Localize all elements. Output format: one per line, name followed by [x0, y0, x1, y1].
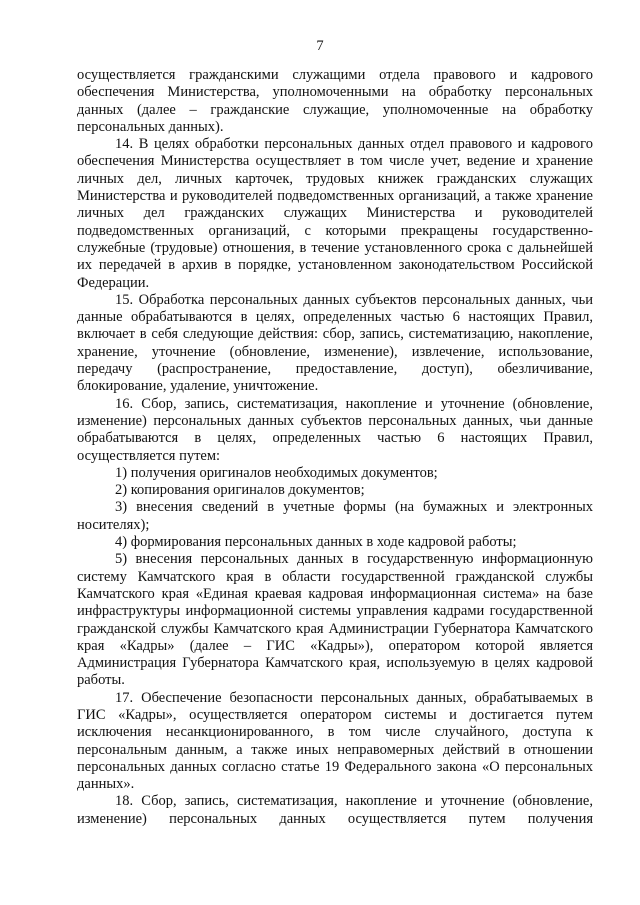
- list-item-3: 3) внесения сведений в учетные формы (на бумажных и электронных носителях);: [77, 499, 593, 533]
- list-item-4: 4) формирования персональных данных в ходе кадровой работы;: [115, 534, 517, 551]
- paragraph-18: 18. Сбор, запись, систематизация, накопление и уточнение (обновление, изменение) персональных данных осуществляется путем получения: [77, 793, 593, 827]
- list-item-1: 1) получения оригиналов необходимых документов;: [115, 464, 438, 481]
- list-item-2: 2) копирования оригиналов документов;: [115, 482, 365, 499]
- paragraph-17: 17. Обеспечение безопасности персональных данных, обрабатываемых в ГИС «Кадры», осуществляется оператором системы и достигается путем исключения несанкционированного, в том числе случайного, доступа к персональным данным, а также иных неправомерных действий в отношении персональных данных согласно статье 19 Федерального закона «О персональных данных».: [77, 689, 593, 793]
- paragraph-14: 14. В целях обработки персональных данных отдел правового и кадрового обеспечения Министерства осуществляет в том числе учет, ведение и хранение личных дел, личных карточек, трудовых книжек гражданских служащих Министерства и руководителей подведомственных организаций, а также хранение личных дел гражданских служащих Министерства и руководителей подведомственных организаций, с которыми прекращены государственно-служебные (трудовые) отношения, в течение установленного срока с дальнейшей их передачей в архив в порядке, установленном законодательством Российской Федерации.: [77, 136, 593, 291]
- paragraph-15: 15. Обработка персональных данных субъектов персональных данных, чьи данные обрабатываются в целях, определенных частью 6 настоящих Правил, включает в себя следующие действия: сбор, запись, систематизацию, накопление, хранение, уточнение (обновление, изменение), извлечение, использование, передачу (распространение, предоставление, доступ), обезличивание, блокирование, удаление, уничтожение.: [77, 291, 593, 395]
- list-item-5: 5) внесения персональных данных в государственную информационную систему Камчатского края в области государственной гражданской службы Камчатского края «Единая краевая кадровая информационная система» на базе инфраструктуры информационной системы управления кадрами государственной гражданской службы Камчатского края Администрации Губернатора Камчатского края «Кадры» (далее – ГИС «Кадры»), оператором которой является Администрация Губернатора Камчатского края, используемую в целях кадровой работы.: [77, 551, 593, 689]
- page-number: 7: [316, 38, 324, 54]
- document-body: [77, 67, 593, 828]
- paragraph-16: 16. Сбор, запись, систематизация, накопление и уточнение (обновление, изменение) персональных данных субъектов персональных данных, чьи данные обрабатываются в целях, определенных частью 6 настоящих Правил, осуществляется путем:: [77, 395, 593, 464]
- paragraph-continuation: осуществляется гражданскими служащими отдела правового и кадрового обеспечения Министерства, уполномоченными на обработку персональных данных (далее – гражданские служащие, уполномоченные на обработку персональных данных).: [77, 67, 593, 135]
